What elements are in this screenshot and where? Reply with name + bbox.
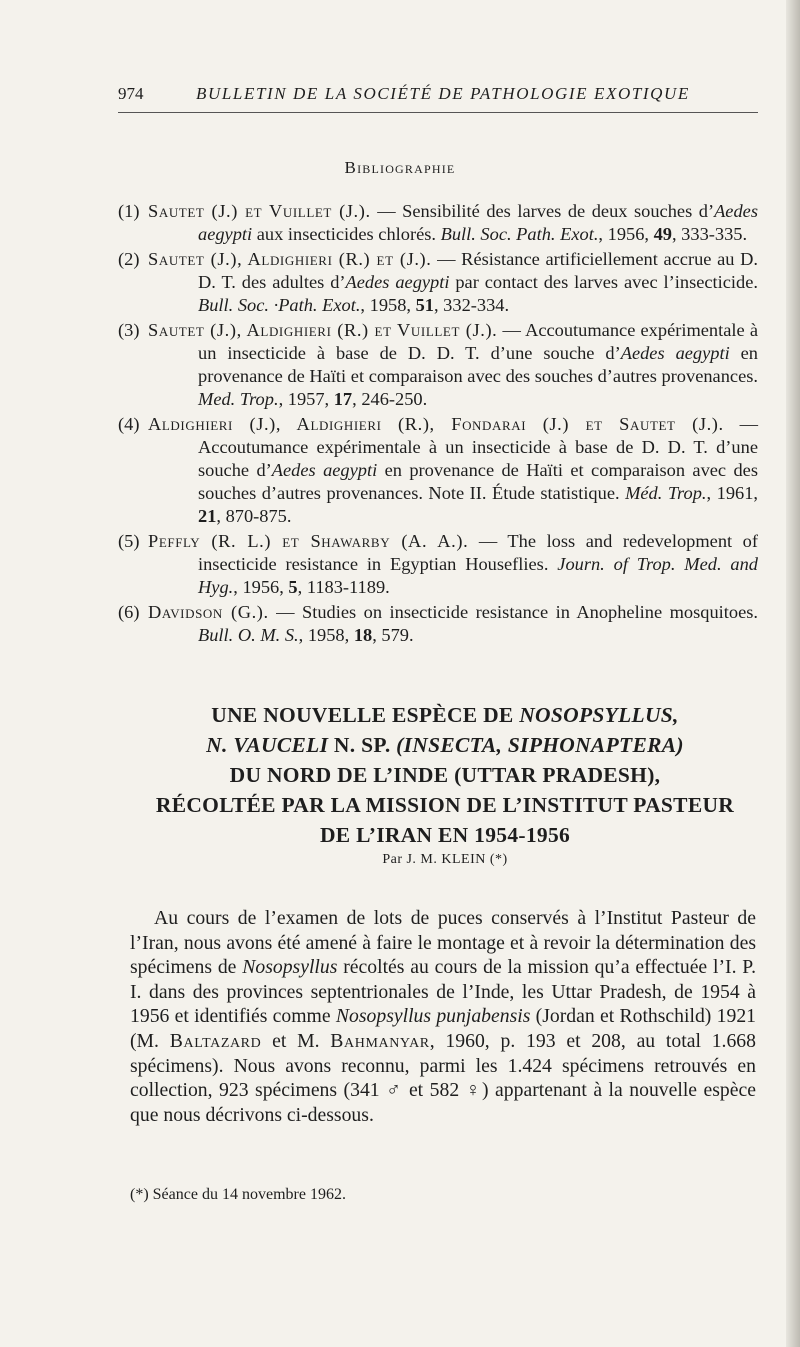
reference-year: , 1958, (298, 625, 354, 645)
reference-authors: Davidson (G.). (148, 602, 269, 622)
title-genus: NOSOPSYLLUS, (519, 703, 679, 727)
reference-pages: , 870-875. (216, 506, 292, 526)
bibliography-heading: Bibliographie (344, 158, 456, 177)
reference-year: , 1958, (360, 295, 416, 315)
title-line-3: DU NORD DE L’INDE (UTTAR PRADESH), (229, 763, 661, 787)
reference-species: Aedes aegypti (620, 343, 730, 363)
reference-text: — Accoutumance expérimentale à un insecticide à base de D. D. T. d’une souche d’ (198, 414, 758, 480)
reference-pages: , 579. (372, 625, 414, 645)
reference-number: (1) (118, 201, 140, 221)
reference-4 (118, 413, 758, 528)
reference-text: par contact des larves avec l’insecticide. (449, 272, 758, 292)
reference-volume: 17 (333, 389, 353, 409)
title-line-5: DE L’IRAN EN 1954-1956 (319, 823, 571, 847)
reference-volume: 21 (198, 506, 217, 526)
reference-2 (118, 248, 758, 317)
page-edge (786, 0, 800, 1347)
reference-species: Aedes aegypti (345, 272, 450, 292)
title-text: N. SP. (328, 733, 397, 757)
footnote: (*) Séance du 14 novembre 1962. (130, 1186, 346, 1203)
author-name: Baltazard (169, 1029, 262, 1052)
reference-journal: Med. Trop. (198, 389, 279, 409)
reference-5 (118, 530, 758, 599)
title-line-4: RÉCOLTÉE PAR LA MISSION DE L’INSTITUT PASTEUR (155, 793, 735, 817)
reference-1 (118, 200, 758, 246)
reference-number: (2) (118, 249, 140, 269)
reference-number: (6) (118, 602, 140, 622)
reference-year: , 1957, (278, 389, 334, 409)
body-text: , 1960, p. 193 et 208, au total 1.668 spécimens). Nous avons reconnu, parmi les 1.424 spécimens retrouvés en collection, 923 spécimens (341 ♂ et 582 ♀) appartenant à la nouvelle espèce que nous décrivons ci-dessous. (130, 1029, 756, 1126)
reference-authors: Sautet (J.), Aldighieri (R.) et (J.). (148, 249, 432, 269)
reference-text: en provenance de Haïti et comparaison avec des souches d’autres provenances. (198, 343, 758, 386)
title-line-2 (130, 730, 760, 760)
reference-volume: 18 (353, 625, 373, 645)
journal-title: BULLETIN DE LA SOCIÉTÉ DE PATHOLOGIE EXOTIQUE (196, 84, 690, 103)
genus-name: Nosopsyllus (242, 956, 338, 979)
reference-authors: Sautet (J.), Aldighieri (R.) et Vuillet (J.). (148, 320, 498, 340)
reference-year: , 1956, (233, 577, 289, 597)
reference-text: — Résistance artificiellement accrue au D. D. T. des adultes d’ (198, 249, 758, 292)
title-taxon: (INSECTA, SIPHONAPTERA) (396, 733, 684, 757)
reference-journal: Bull. Soc. Path. Exot. (440, 224, 599, 244)
reference-pages: , 333-335. (671, 224, 748, 244)
reference-volume: 51 (415, 295, 434, 315)
reference-year: , 1956, (598, 224, 654, 244)
body-paragraph (130, 906, 756, 1127)
reference-pages: , 246-250. (352, 389, 428, 409)
reference-number: (3) (118, 320, 140, 340)
reference-text: en provenance de Haïti et comparaison avec des souches d’autres provenances. Note II. Étude statistique. (198, 460, 758, 503)
reference-3 (118, 319, 758, 411)
body-text: récoltés au cours de la mission qu’a effectuée l’I. P. I. dans des provinces septentrionales de l’Inde, les Uttar Pradesh, de 1954 à 1956 et identifiés comme (130, 956, 756, 1028)
header-rule (118, 112, 758, 113)
reference-journal: Bull. Soc. ·Path. Exot. (198, 295, 361, 315)
reference-authors: Sautet (J.) et Vuillet (J.). (148, 201, 371, 221)
reference-pages: , 1183-1189. (297, 577, 390, 597)
reference-authors: Peffly (R. L.) et Shawarby (A. A.). (148, 531, 469, 551)
reference-volume: 5 (288, 577, 298, 597)
page-number: 974 (118, 84, 144, 103)
species-name: Nosopsyllus punjabensis (335, 1005, 531, 1028)
reference-text: — Accoutumance expérimentale à un insecticide à base de D. D. T. d’une souche d’ (198, 320, 758, 363)
reference-journal: Journ. of Trop. Med. and Hyg. (198, 554, 758, 597)
reference-text: — Sensibilité des larves de deux souches d’ (370, 201, 715, 221)
reference-number: (4) (118, 414, 140, 434)
reference-text: — Studies on insecticide resistance in Anopheline mosquitoes. (268, 602, 758, 622)
reference-journal: Bull. O. M. S. (198, 625, 299, 645)
reference-text: aux insecticides chlorés. (252, 224, 441, 244)
reference-species: Aedes aegypti (271, 460, 378, 480)
reference-year: , 1961, (706, 483, 758, 503)
reference-pages: , 332-334. (433, 295, 510, 315)
reference-text: — The loss and redevelopment of insecticide resistance in Egyptian Houseflies. (198, 531, 758, 574)
reference-list (118, 200, 758, 649)
reference-number: (5) (118, 531, 140, 551)
reference-authors: Aldighieri (J.), Aldighieri (R.), Fondarai (J.) et Sautet (J.). (148, 414, 724, 434)
title-species: N. VAUCELI (206, 733, 329, 757)
reference-species: Aedes aegypti (198, 201, 758, 244)
article-author: Par J. M. KLEIN (*) (382, 852, 508, 867)
author-name: Bahmanyar (330, 1029, 430, 1052)
reference-volume: 49 (653, 224, 672, 244)
reference-journal: Méd. Trop. (625, 483, 707, 503)
body-text: (Jordan et Rothschild) 1921 (M. (130, 1005, 757, 1052)
body-text: Au cours de l’examen de lots de puces conservés à l’Institut Pasteur de l’Iran, nous avons été amené à faire le montage et à revoir la détermination des spécimens de (130, 907, 756, 979)
article-title (130, 700, 760, 850)
title-text: UNE NOUVELLE ESPÈCE DE (211, 703, 520, 727)
reference-6 (118, 601, 758, 647)
title-line-1 (130, 700, 760, 730)
body-text: et M. (261, 1029, 331, 1052)
